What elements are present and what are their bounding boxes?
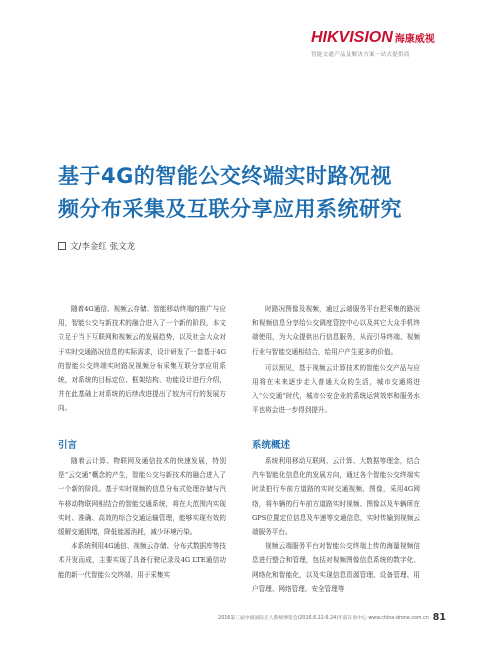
section-heading-introduction: 引言 <box>58 440 78 451</box>
author-line <box>58 240 135 252</box>
page-footer <box>218 612 446 623</box>
overview-paragraph-2: 视频云端服务平台对智能公交终端上传的海量视频信息进行整合和管理，包括对视频图像信息系统的数字化、网络化和智能化，以及实现信息资源管理、设备管理、用户管理、网络管理、安全管理等 <box>252 542 420 593</box>
right-intro-block <box>252 302 420 418</box>
logo-tagline: 智能交通产品及解决方案一站式提供商 <box>311 52 410 58</box>
introduction-paragraph-2: 本系统利用4G通信、视频云存储、分布式数据库等技术开发而成，主要实现了具备行驶记录及4G LTE通信功能的新一代智能公交终端、用于采集实 <box>58 542 226 579</box>
introduction-paragraph-1: 随着云计算、物联网及通信技术的快速发展，特别是“云交通”概念的产生，智能公交与新技术的融合进入了一个新的阶段。基于实时视频的信息分布式处理存储与汽车移动物联网相结合的智能交通系统，将在大范围内实现实时、准确、高效的综合交通运输管理，能够实现有效的缓解交通拥堵，降低能源消耗，减少环境污染。 <box>58 457 226 537</box>
article-title <box>58 160 438 226</box>
title-line-1: 基于4G的智能公交终端实时路况视 <box>58 164 392 188</box>
right-intro-paragraph-1: 时路况图像及视频，通过云端服务平台把采集的路况和视频信息分享给公交调度管控中心以及其它大众手机终端使用，为大众提供出行信息服务，从而引导终端、视频行业与智能交通相结合，给用户产生更多的价值。 <box>252 305 420 356</box>
brand-logo <box>311 29 461 58</box>
abstract-paragraph: 随着4G通信、视频云存储、智能移动终端的推广与应用，智能公交与新技术的融合进入了一个新的阶段，本文立足于当下互联网和视频云的发展趋势，以及社会大众对于实时交通路况信息的实际需求，设计研发了一套基于4G的智能公交终端实时路况视频分布采集互联分享应用系统，对系统的目标定位、框架结构、功能设计进行介绍，并在此基础上对系统的后续改进提出了较为可行的发展方向。 <box>58 305 226 413</box>
right-intro-paragraph-2: 可以预见，基于视频云计算技术的智能公交产品与应用将在未来逐步走入普通大众的生活，城市交通将进入“公交通”时代，城市公安企业的系统运营效率和服务水平也将会进一步得到提升。 <box>252 363 420 415</box>
title-line-2: 频分布采集及互联分享应用系统研究 <box>58 197 402 221</box>
section-introduction <box>58 437 226 582</box>
section-heading-overview: 系统概述 <box>252 440 291 451</box>
overview-paragraph-1: 系统利用移动互联网、云计算、大数据等理念，结合汽车智能化信息化的发展方向，通过各个智能公交终端实时录拍行车前方道路的实时交通视频、图像，采用4G网络，将车辆的行车前方道路实时视频、图像以及车辆所在GPS位置定位信息及车速等交通信息，实时传输到视频云端服务平台。 <box>252 457 420 537</box>
logo-cn-text: 海康威视 <box>394 34 435 45</box>
abstract-block <box>58 302 226 416</box>
author-box-icon <box>58 242 66 250</box>
section-overview <box>252 437 420 596</box>
logo-brand-text: HIKVISION <box>311 29 393 46</box>
footer-note: 2016第三届中国国际无人系统博览会(2016.6.22-6.24)年前在看中心 www.china-drone.com.cn <box>218 616 429 621</box>
author-names: 文/李金红 张文龙 <box>70 242 136 252</box>
page-number: 81 <box>432 612 446 623</box>
